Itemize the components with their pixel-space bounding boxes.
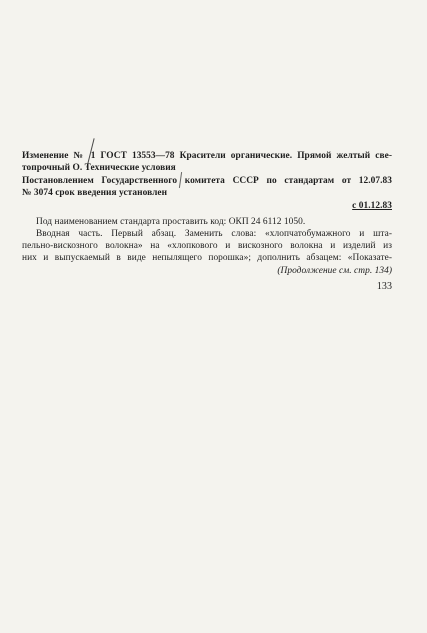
decree-line-2: № 3074 срок введения установлен <box>22 188 168 198</box>
effective-date <box>22 200 392 212</box>
decree-line-1: Постановлением Государственного комитета СССР по стандартам от 12.07.83 <box>22 176 392 186</box>
body-paragraph-1: Под наименованием стандарта проставить код: ОКП 24 6112 1050. <box>36 217 306 227</box>
continuation-note: (Продолжение см. стр. 134) <box>277 266 392 276</box>
body-paragraph-2-line-2: пельно-вискозного волокна» на «хлопкового и вискозного волокна и изделий из <box>22 241 392 251</box>
body-paragraph-2-line-3: них и выпускаемый в виде непылящего порошка»; дополнить абзацем: «Показате- <box>22 253 392 263</box>
page-number: 133 <box>376 281 392 292</box>
amendment-title-line-1: Изменение № 1 ГОСТ 13553—78 Красители органические. Прямой желтый све- <box>22 151 392 161</box>
body-paragraph-2-line-1: Вводная часть. Первый абзац. Заменить слова: «хлопчатобумажного и шта- <box>36 229 392 239</box>
amendment-title-line-2: топрочный О. Технические условия <box>22 163 176 173</box>
effective-date-text: с 01.12.83 <box>352 201 392 211</box>
